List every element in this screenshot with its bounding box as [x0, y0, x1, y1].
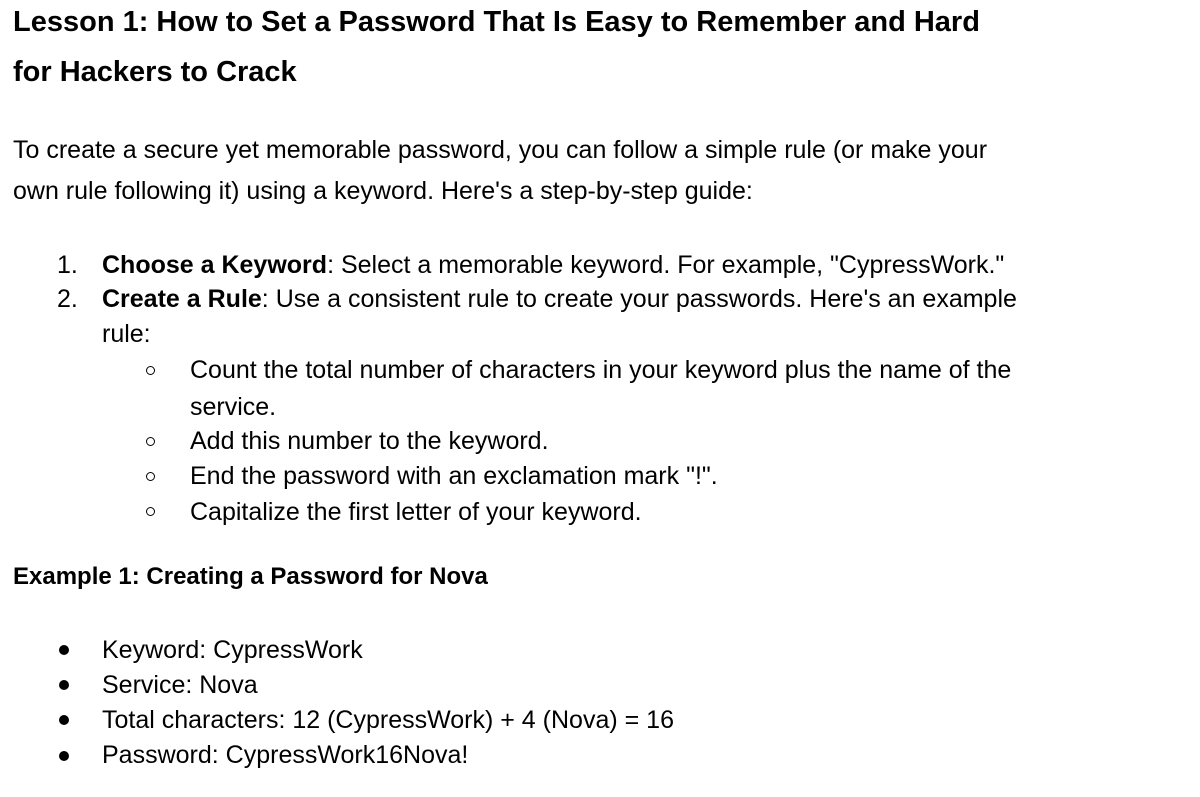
hollow-bullet-icon	[146, 437, 155, 446]
bullet-icon	[59, 645, 69, 655]
step-1-number: 1.	[57, 251, 78, 279]
rule-item-4: Capitalize the first letter of your keyword.	[190, 498, 642, 526]
intro-line-2: own rule following it) using a keyword. Here's a step-by-step guide:	[13, 177, 753, 205]
rule-item-3: End the password with an exclamation mark "!".	[190, 462, 718, 490]
hollow-bullet-icon	[146, 507, 155, 516]
example-item-service: Service: Nova	[102, 671, 258, 699]
step-1-text	[102, 250, 1004, 280]
rule-item-2: Add this number to the keyword.	[190, 427, 549, 455]
intro-line-1: To create a secure yet memorable password, you can follow a simple rule (or make your	[13, 136, 988, 164]
rule-item-1-line-1: Count the total number of characters in your keyword plus the name of the	[190, 356, 1012, 384]
hollow-bullet-icon	[146, 472, 155, 481]
example-item-password: Password: CypressWork16Nova!	[102, 741, 469, 769]
hollow-bullet-icon	[146, 366, 155, 375]
step-2-text	[102, 284, 1017, 314]
bullet-icon	[59, 751, 69, 761]
example-item-keyword: Keyword: CypressWork	[102, 636, 363, 664]
step-2-number: 2.	[57, 285, 78, 313]
lesson-title-line-2: for Hackers to Crack	[13, 56, 297, 88]
bullet-icon	[59, 715, 69, 725]
step-2-text-continued: rule:	[102, 320, 151, 348]
lesson-title-line-1: Lesson 1: How to Set a Password That Is Easy to Remember and Hard	[13, 6, 980, 38]
rule-item-1-line-2: service.	[190, 393, 277, 421]
step-1-term: Choose a Keyword	[102, 251, 328, 279]
step-2-description: : Use a consistent rule to create your passwords. Here's an example	[261, 285, 1017, 313]
example-item-total: Total characters: 12 (CypressWork) + 4 (Nova) = 16	[102, 706, 674, 734]
example-heading: Example 1: Creating a Password for Nova	[13, 563, 488, 590]
step-1-description: : Select a memorable keyword. For example, "CypressWork."	[327, 251, 1005, 279]
step-2-term: Create a Rule	[102, 285, 262, 313]
bullet-icon	[59, 680, 69, 690]
